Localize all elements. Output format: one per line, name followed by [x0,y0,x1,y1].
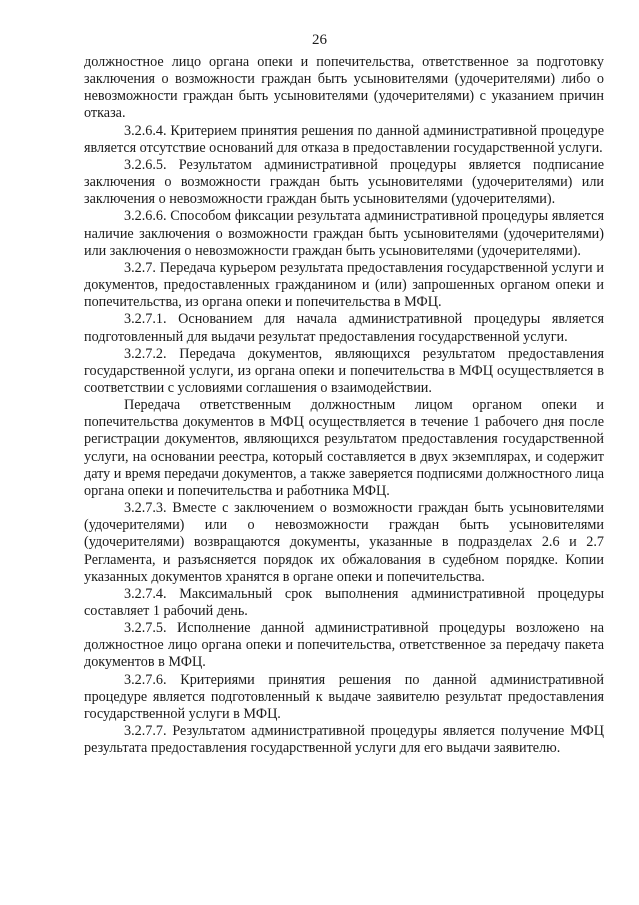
document-body [84,54,604,757]
paragraph: 3.2.7.6. Критериями принятия решения по данной административной процедуре является подготовленный к выдаче заявителю результат предоставления государственной услуги в МФЦ. [84,671,604,722]
paragraph: 3.2.6.5. Результатом административной процедуры является подписание заключения о возможности граждан быть усыновителями (удочерителями) или заключения о невозможности граждан быть усыновителями (удочерителями). [84,156,604,208]
paragraph: 3.2.6.6. Способом фиксации результата административной процедуры является наличие заключения о возможности граждан быть усыновителями (удочерителями) или заключения о невозможности граждан быть усыновителями (удочерителями). [84,208,604,259]
paragraph: 3.2.7.1. Основанием для начала административной процедуры является подготовленный для выдачи результат предоставления государственной услуги. [84,311,604,345]
paragraph: должностное лицо органа опеки и попечительства, ответственное за подготовку заключения о возможности граждан быть усыновителями (удочерителями) либо о невозможности граждан быть усыновителями (удочерителями) с указанием причин отказа. [84,54,604,122]
paragraph: 3.2.7.3. Вместе с заключением о возможности граждан быть усыновителями (удочерителями) или о невозможности граждан быть усыновителями (удочерителями) возвращаются документы, указанные в подразделах 2.6 и 2.7 Регламента, и разъясняется порядок их обжалования в судебном порядке. Копии указанных документов хранятся в органе опеки и попечительства. [84,500,604,585]
paragraph: 3.2.7.2. Передача документов, являющихся результатом предоставления государственной услуги, из органа опеки и попечительства в МФЦ осуществляется в соответствии с условиями соглашения о взаимодействии. [84,345,604,396]
page-number: 26 [312,32,327,48]
paragraph: 3.2.7.5. Исполнение данной административной процедуры возложено на должностное лицо органа опеки и попечительства, ответственное за передачу пакета документов в МФЦ. [84,620,604,671]
paragraph: 3.2.7.7. Результатом административной процедуры является получение МФЦ результата предоставления государственной услуги для его выдачи заявителю. [84,723,604,757]
paragraph: 3.2.7.4. Максимальный срок выполнения административной процедуры составляет 1 рабочий день. [84,585,604,619]
paragraph: 3.2.7. Передача курьером результата предоставления государственной услуги и документов, предоставленных гражданином и (или) запрошенных органом опеки и попечительства, из органа опеки и попечительства в МФЦ. [84,259,604,311]
paragraph: Передача ответственным должностным лицом органом опеки и попечительства документов в МФЦ осуществляется в течение 1 рабочего дня после регистрации документов, являющихся результатом предоставления государственной услуги, на основании реестра, который составляется в двух экземплярах, и содержит дату и время передачи документов, а также заверяется подписями должностного лица органа опеки и попечительства и работника МФЦ. [84,397,604,499]
paragraph: 3.2.6.4. Критерием принятия решения по данной административной процедуре является отсутствие оснований для отказа в предоставлении государственной услуги. [84,122,604,156]
